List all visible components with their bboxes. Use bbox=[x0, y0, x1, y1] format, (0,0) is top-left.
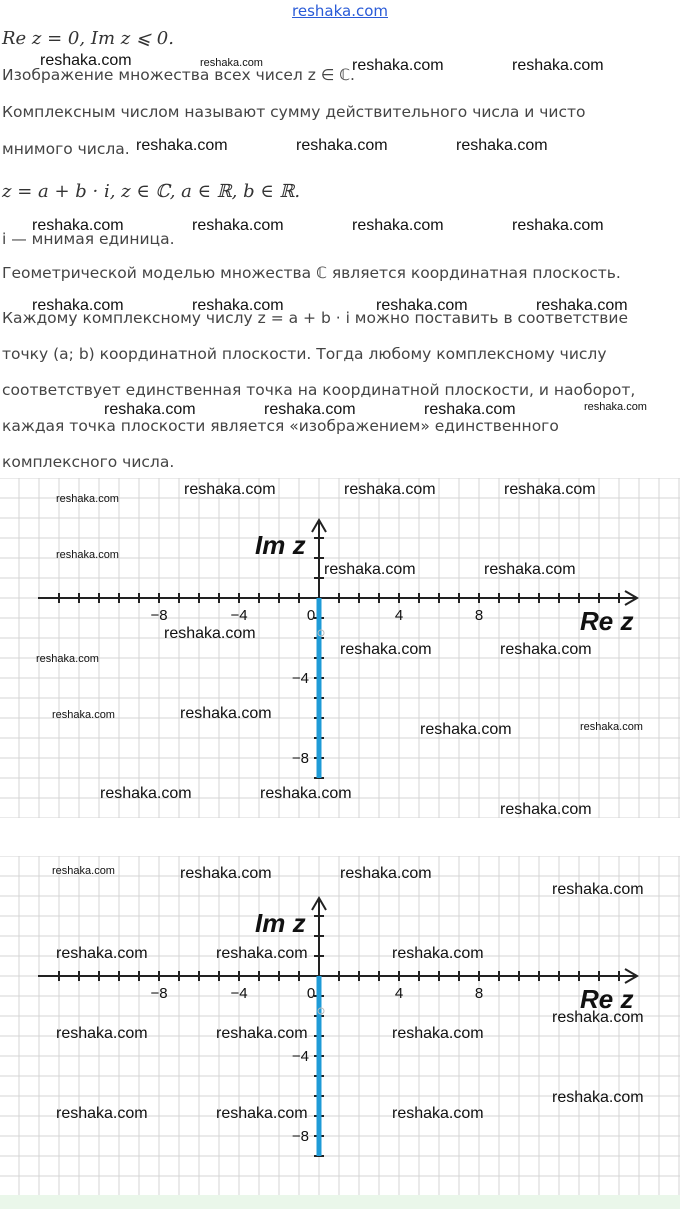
watermark: reshaka.com bbox=[32, 297, 124, 314]
watermark: reshaka.com bbox=[456, 137, 548, 154]
watermark: reshaka.com bbox=[52, 709, 115, 721]
re-axis-label: Re z bbox=[580, 984, 634, 1014]
x-tick-label: 8 bbox=[474, 985, 484, 1002]
site-link[interactable]: reshaka.com bbox=[292, 2, 388, 20]
watermark: reshaka.com bbox=[352, 57, 444, 74]
correspondence-line-2: точку (a; b) координатной плоскости. Тогда любому комплексному числу bbox=[2, 345, 607, 363]
watermark: reshaka.com bbox=[56, 549, 119, 561]
watermark: reshaka.com bbox=[56, 493, 119, 505]
im-axis-label: Im z bbox=[255, 530, 306, 560]
correspondence-line-5: комплексного числа. bbox=[2, 453, 175, 471]
watermark: reshaka.com bbox=[420, 721, 512, 738]
watermark: reshaka.com bbox=[340, 865, 432, 882]
definition-line-2: мнимого числа. bbox=[2, 140, 130, 158]
watermark: reshaka.com bbox=[584, 401, 647, 413]
watermark: reshaka.com bbox=[216, 1025, 308, 1042]
watermark: reshaka.com bbox=[392, 945, 484, 962]
watermark: reshaka.com bbox=[352, 217, 444, 234]
x-tick-label: −8 bbox=[150, 607, 168, 624]
y-tick-label: −8 bbox=[291, 750, 309, 767]
x-tick-label: −8 bbox=[150, 985, 168, 1002]
watermark: reshaka.com bbox=[56, 1105, 148, 1122]
watermark: reshaka.com bbox=[504, 481, 596, 498]
watermark: reshaka.com bbox=[552, 1009, 644, 1026]
watermark: reshaka.com bbox=[216, 945, 308, 962]
watermark: reshaka.com bbox=[260, 785, 352, 802]
x-tick-label: 4 bbox=[394, 607, 404, 624]
watermark: reshaka.com bbox=[512, 217, 604, 234]
re-axis-label: Re z bbox=[580, 606, 634, 636]
correspondence-line-4: каждая точка плоскости является «изображением» единственного bbox=[2, 417, 559, 435]
x-tick-label: 4 bbox=[394, 985, 404, 1002]
x-tick-label: −4 bbox=[230, 985, 248, 1002]
watermark: reshaka.com bbox=[264, 401, 356, 418]
correspondence-line-3: соответствует единственная точка на координатной плоскости, и наоборот, bbox=[2, 381, 636, 399]
watermark: reshaka.com bbox=[500, 641, 592, 658]
watermark: reshaka.com bbox=[192, 217, 284, 234]
y-tick-label: −4 bbox=[291, 1048, 309, 1065]
watermark: reshaka.com bbox=[56, 945, 148, 962]
watermark: reshaka.com bbox=[424, 401, 516, 418]
watermark: reshaka.com bbox=[180, 865, 272, 882]
watermark: reshaka.com bbox=[164, 625, 256, 642]
watermark: reshaka.com bbox=[52, 865, 115, 877]
im-axis-label: Im z bbox=[255, 908, 306, 938]
x-tick-label: 8 bbox=[474, 607, 484, 624]
watermark: reshaka.com bbox=[324, 561, 416, 578]
model-text: Геометрической моделью множества ℂ является координатная плоскость. bbox=[2, 264, 621, 282]
watermark: reshaka.com bbox=[552, 1089, 644, 1106]
watermark: reshaka.com bbox=[376, 297, 468, 314]
watermark: reshaka.com bbox=[192, 297, 284, 314]
watermark: reshaka.com bbox=[56, 1025, 148, 1042]
watermark: reshaka.com bbox=[180, 705, 272, 722]
watermark: reshaka.com bbox=[100, 785, 192, 802]
complex-formula: z = a + b · i, z ∈ ℂ, a ∈ ℝ, b ∈ ℝ. bbox=[2, 181, 301, 202]
watermark: reshaka.com bbox=[296, 137, 388, 154]
watermark: reshaka.com bbox=[36, 653, 99, 665]
watermark: reshaka.com bbox=[500, 801, 592, 818]
watermark: reshaka.com bbox=[340, 641, 432, 658]
correspondence-line-1: Каждому комплексному числу z = a + b · i можно поставить в соответствие bbox=[2, 309, 629, 327]
intro-text: Изображение множества всех чисел z ∈ ℂ. bbox=[2, 66, 355, 84]
watermark: reshaka.com bbox=[580, 721, 643, 733]
bottom-strip bbox=[0, 1195, 680, 1209]
watermark: reshaka.com bbox=[536, 297, 628, 314]
condition-formula: Re z = 0, Im z ⩽ 0. bbox=[2, 28, 174, 49]
watermark: reshaka.com bbox=[484, 561, 576, 578]
watermark: reshaka.com bbox=[392, 1105, 484, 1122]
watermark: reshaka.com bbox=[344, 481, 436, 498]
watermark: reshaka.com bbox=[512, 57, 604, 74]
watermark: reshaka.com bbox=[32, 217, 124, 234]
x-tick-label: −4 bbox=[230, 607, 248, 624]
y-tick-label: −8 bbox=[291, 1128, 309, 1145]
watermark: reshaka.com bbox=[200, 57, 263, 69]
x-tick-label: 0 bbox=[306, 985, 316, 1002]
watermark: reshaka.com bbox=[184, 481, 276, 498]
watermark: reshaka.com bbox=[552, 881, 644, 898]
x-tick-label: 0 bbox=[306, 607, 316, 624]
watermark: reshaka.com bbox=[40, 52, 132, 69]
watermark: reshaka.com bbox=[104, 401, 196, 418]
definition-line-1: Комплексным числом называют сумму действительного числа и чисто bbox=[2, 103, 586, 121]
watermark: reshaka.com bbox=[136, 137, 228, 154]
watermark: reshaka.com bbox=[392, 1025, 484, 1042]
watermark: reshaka.com bbox=[216, 1105, 308, 1122]
y-tick-label: −4 bbox=[291, 670, 309, 687]
imaginary-unit-text: i — мнимая единица. bbox=[2, 230, 175, 248]
